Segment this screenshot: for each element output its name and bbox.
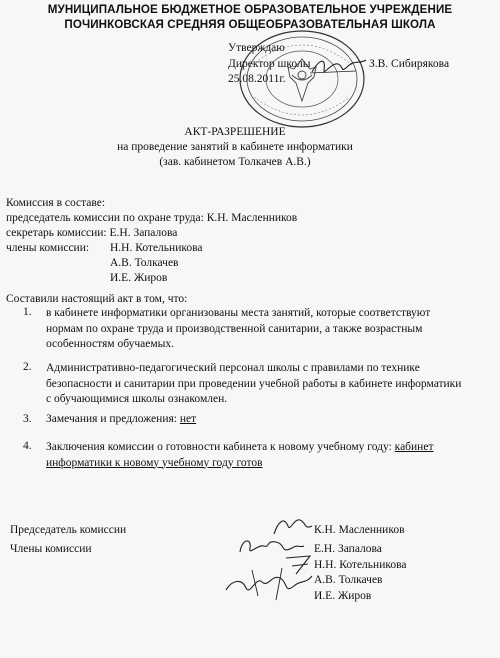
item-number: 3. xyxy=(23,413,32,425)
director-name: З.В. Сибирякова xyxy=(369,58,450,70)
org-name-line2: ПОЧИНКОВСКАЯ СРЕДНЯЯ ОБЩЕОБРАЗОВАТЕЛЬНАЯ ШКОЛА xyxy=(64,18,436,31)
conclusion-value: кабинет xyxy=(394,441,434,453)
item-line: безопасности и санитарии при проведении учебной работы в кабинете информатики xyxy=(46,377,462,390)
commission-member: И.Е. Жиров xyxy=(110,272,168,284)
member-signature xyxy=(222,566,314,602)
act-room-head: (зав. кабинетом Толкачев А.В.) xyxy=(159,156,311,168)
act-item-3 xyxy=(46,413,196,425)
director-signature xyxy=(310,54,368,78)
chair-signature-name: К.Н. Масленников xyxy=(314,524,405,536)
remarks-value: нет xyxy=(179,413,197,425)
commission-chair: председатель комиссии по охране труда: К.Н. Масленников xyxy=(6,212,298,224)
director-position: Директор школы xyxy=(228,58,311,70)
item-line: нормам по охране труда и производственной санитарии, а также возрастным xyxy=(46,322,423,335)
act-title: АКТ-РАЗРЕШЕНИЕ xyxy=(184,126,286,138)
act-item-2 xyxy=(46,361,464,408)
item-line: в кабинете информатики организованы места занятий, которые соответствуют xyxy=(46,307,431,319)
act-item-1 xyxy=(46,306,464,353)
item-line: Административно-педагогический персонал школы с правилами по технике xyxy=(46,362,420,374)
item-number: 1. xyxy=(23,306,32,318)
item-number: 4. xyxy=(23,440,32,452)
commission-members-label: члены комиссии: xyxy=(6,242,90,254)
member-signature-name: Е.Н. Запалова xyxy=(314,543,382,555)
approve-label: Утверждаю xyxy=(228,42,285,54)
item-number: 2. xyxy=(23,361,32,373)
commission-secretary: секретарь комиссии: Е.Н. Запалова xyxy=(6,227,178,239)
member-signature-name: Н.Н. Котельникова xyxy=(314,559,407,571)
member-signature-name: И.Е. Жиров xyxy=(314,590,372,602)
item-line: особенностям обучаемых. xyxy=(46,338,174,350)
remarks-label: Замечания и предложения: xyxy=(46,413,180,425)
org-name-line1: МУНИЦИПАЛЬНОЕ БЮДЖЕТНОЕ ОБРАЗОВАТЕЛЬНОЕ УЧРЕЖДЕНИЕ xyxy=(47,3,453,16)
commission-intro: Комиссия в составе: xyxy=(6,197,106,209)
item-line: с обучающимися школы ознакомлен. xyxy=(46,393,228,405)
act-item-4 xyxy=(46,440,464,471)
member-signature-name: А.В. Толкачев xyxy=(314,574,383,586)
act-subtitle: на проведение занятий в кабинете информатики xyxy=(117,141,353,153)
conclusion-label: Заключения комиссии о готовности кабинета к новому учебному году: xyxy=(46,441,395,453)
conclusion-value-cont: информатики к новому учебному году готов xyxy=(46,456,263,469)
commission-member: А.В. Толкачев xyxy=(110,257,179,269)
act-intro: Составили настоящий акт в том, что: xyxy=(6,293,188,305)
commission-member: Н.Н. Котельникова xyxy=(110,242,203,254)
chair-signature-label: Председатель комиссии xyxy=(10,524,127,536)
members-signature-label: Члены комиссии xyxy=(10,543,92,555)
approval-date: 25.08.2011г. xyxy=(228,73,286,85)
